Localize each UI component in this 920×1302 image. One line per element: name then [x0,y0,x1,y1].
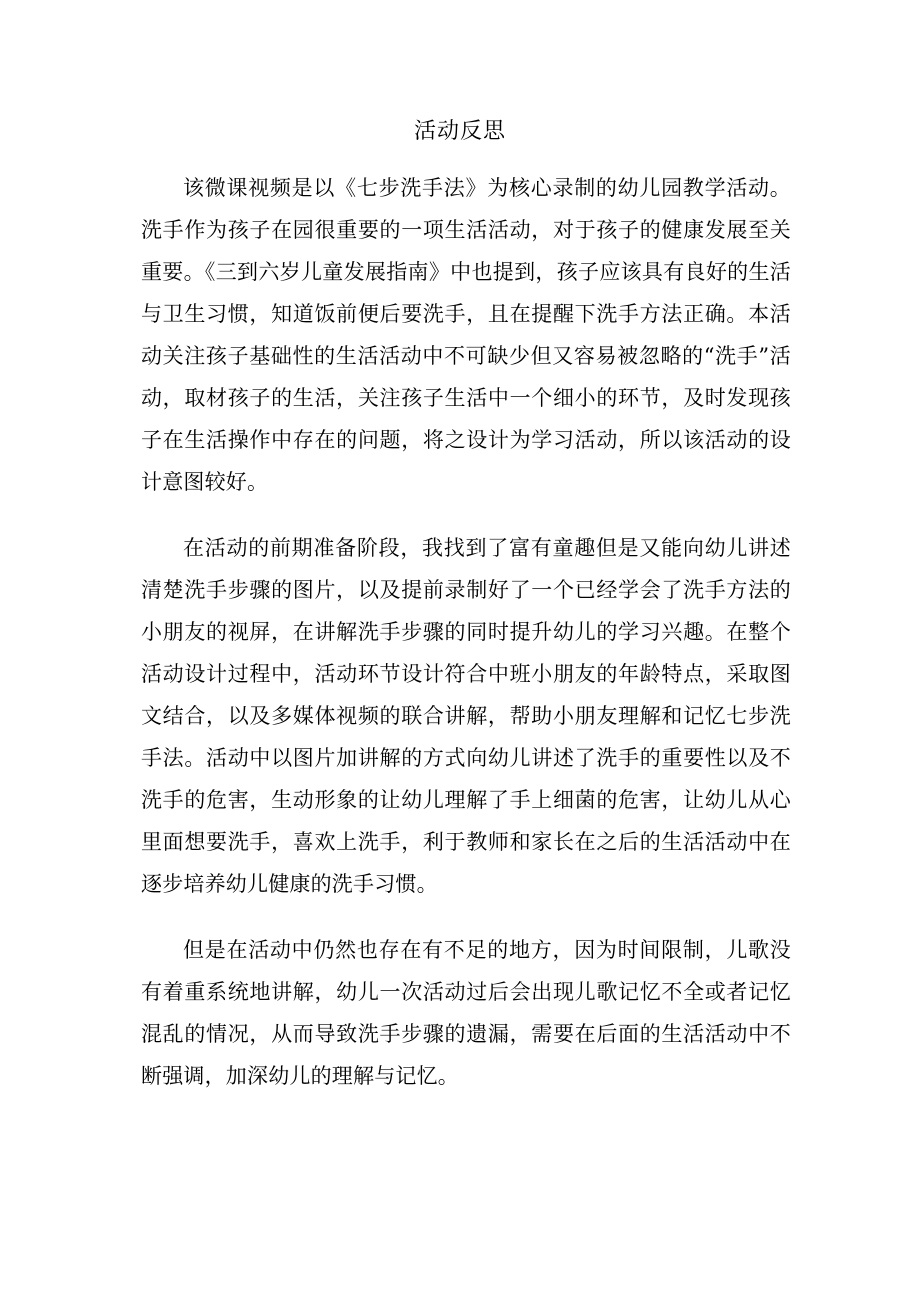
document-body [141,167,791,1097]
paragraph-1: 该微课视频是以《七步洗手法》为核心录制的幼儿园教学活动。洗手作为孩子在园很重要的一项生活活动，对于孩子的健康发展至关重要。《三到六岁儿童发展指南》中也提到，孩子应该具有良好的生活与卫生习惯，知道饭前便后要洗手，且在提醒下洗手方法正确。本活动关注孩子基础性的生活活动中不可缺少但又容易被忽略的“洗手”活动，取材孩子的生活，关注孩子生活中一个细小的环节，及时发现孩子在生活操作中存在的问题，将之设计为学习活动，所以该活动的设计意图较好。 [141,176,791,494]
paragraph-3: 但是在活动中仍然也存在有不足的地方，因为时间限制，儿歌没有着重系统地讲解，幼儿一次活动过后会出现儿歌记忆不全或者记忆混乱的情况，从而导致洗手步骤的遗漏，需要在后面的生活活动中不断强调，加深幼儿的理解与记忆。 [141,938,791,1088]
document-title: 活动反思 [413,119,506,144]
paragraph-2: 在活动的前期准备阶段，我找到了富有童趣但是又能向幼儿讲述清楚洗手步骤的图片，以及提前录制好了一个已经学会了洗手方法的小朋友的视屏，在讲解洗手步骤的同时提升幼儿的学习兴趣。在整个活动设计过程中，活动环节设计符合中班小朋友的年龄特点，采取图文结合，以及多媒体视频的联合讲解，帮助小朋友理解和记忆七步洗手法。活动中以图片加讲解的方式向幼儿讲述了洗手的重要性以及不洗手的危害，生动形象的让幼儿理解了手上细菌的危害，让幼儿从心里面想要洗手，喜欢上洗手，利于教师和家长在之后的生活活动中在逐步培养幼儿健康的洗手习惯。 [141,536,791,896]
